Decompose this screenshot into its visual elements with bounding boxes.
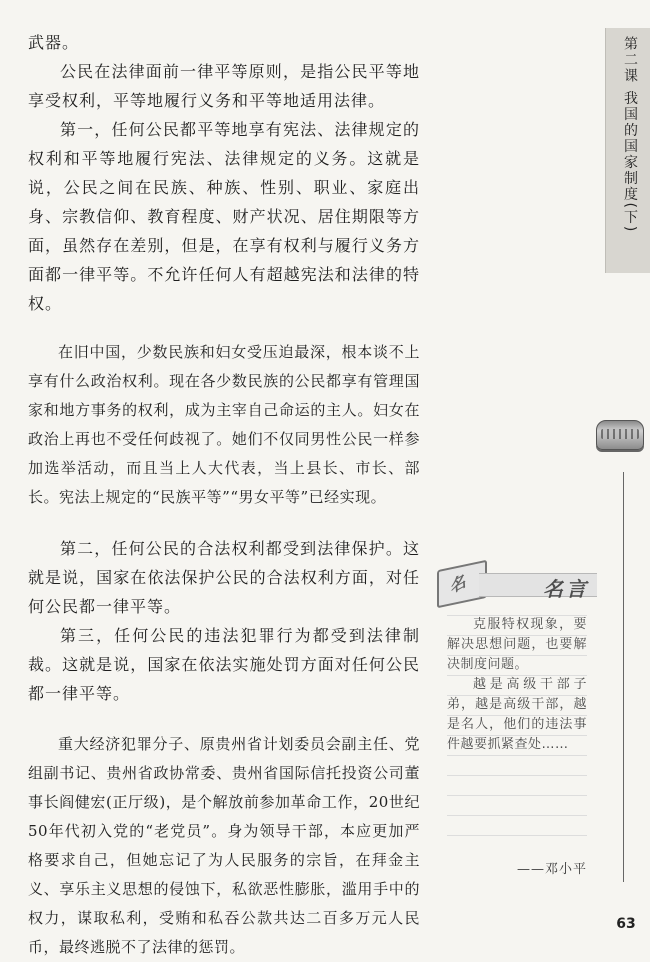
- book-icon: [596, 420, 644, 450]
- quote-ruling: [447, 775, 587, 776]
- note-box-minorities-women: 在旧中国，少数民族和妇女受压迫最深，根本谈不上享有什么政治权利。现在各少数民族的公民都享有管理国家和地方事务的权利，成为主宰自己命运的主人。妇女在政治上再也不受任何歧视了。她们不仅同男性公民一样参加选举活动，而且当上人大代表，当上县长、市长、部长。宪法上规定的“民族平等”“男女平等”已经实现。: [28, 343, 420, 506]
- quote-ruling: [447, 635, 587, 636]
- page-number: 63: [616, 916, 636, 932]
- quote-ruling: [447, 835, 587, 836]
- quote-header: [437, 565, 597, 601]
- spacer: [28, 708, 420, 730]
- quote-paragraph-1: 克服特权现象，要解决思想问题，也要解决制度问题。: [447, 617, 587, 672]
- right-sidebar: [598, 0, 650, 950]
- spacer: [28, 318, 420, 338]
- paragraph-first-point: 第一，任何公民都平等地享有宪法、法律规定的权利和平等地履行宪法、法律规定的义务。这就是说，公民之间在民族、种族、性别、职业、家庭出身、宗教信仰、教育程度、财产状况、居住期限等方面，虽然存在差别，但是，在享有权利与履行义务方面都一律平等。不允许任何人有超越宪法和法律的特权。: [28, 120, 420, 313]
- quote-ruling: [447, 755, 587, 756]
- quote-signature: ——邓小平: [516, 862, 587, 877]
- paragraph-third-point: 第三，任何公民的违法犯罪行为都受到法律制裁。这就是说，国家在依法实施处罚方面对任何公民都一律平等。: [28, 626, 420, 703]
- note-box-case-study: 重大经济犯罪分子、原贵州省计划委员会副主任、党组副书记、贵州省政协常委、贵州省国际信托投资公司董事长阎健宏(正厅级)，是个解放前参加革命工作，20世纪50年代初入党的“老党员”。身为领导干部，本应更加严格要求自己，但她忘记了为人民服务的宗旨，在拜金主义、享乐主义思想的侵蚀下，私欲恶性膨胀，滥用手中的权力，谋取私利，受贿和私吞公款共达二百多万元人民币，最终逃脱不了法律的惩罚。: [28, 735, 420, 956]
- sidebar-divider: [623, 472, 624, 882]
- spacer: [28, 512, 420, 534]
- quote-flag-text: 名: [446, 571, 468, 597]
- paragraph-principle: 公民在法律面前一律平等原则，是指公民平等地享受权利，平等地履行义务和平等地适用法律。: [28, 62, 420, 110]
- quote-body: [447, 615, 587, 885]
- main-text-column: [28, 28, 420, 962]
- quote-ruling: [447, 615, 587, 616]
- famous-quote-box: [437, 565, 597, 895]
- quote-paragraph-2: 越是高级干部子弟，越是高级干部，越是名人，他们的违法事件越要抓紧查处……: [447, 677, 587, 752]
- quote-ruling: [447, 655, 587, 656]
- quote-ruling: [447, 715, 587, 716]
- quote-title: 名言: [543, 577, 589, 601]
- quote-ruling: [447, 675, 587, 676]
- quote-ruling: [447, 795, 587, 796]
- paragraph-second-point: 第二，任何公民的合法权利都受到法律保护。这就是说，国家在依法保护公民的合法权利方面，对任何公民都一律平等。: [28, 539, 420, 616]
- quote-ruling: [447, 735, 587, 736]
- chapter-title: 第二课 我国的国家制度(下): [622, 36, 638, 234]
- quote-ruling: [447, 695, 587, 696]
- paragraph-fragment: 武器。: [28, 33, 80, 52]
- quote-ruling: [447, 815, 587, 816]
